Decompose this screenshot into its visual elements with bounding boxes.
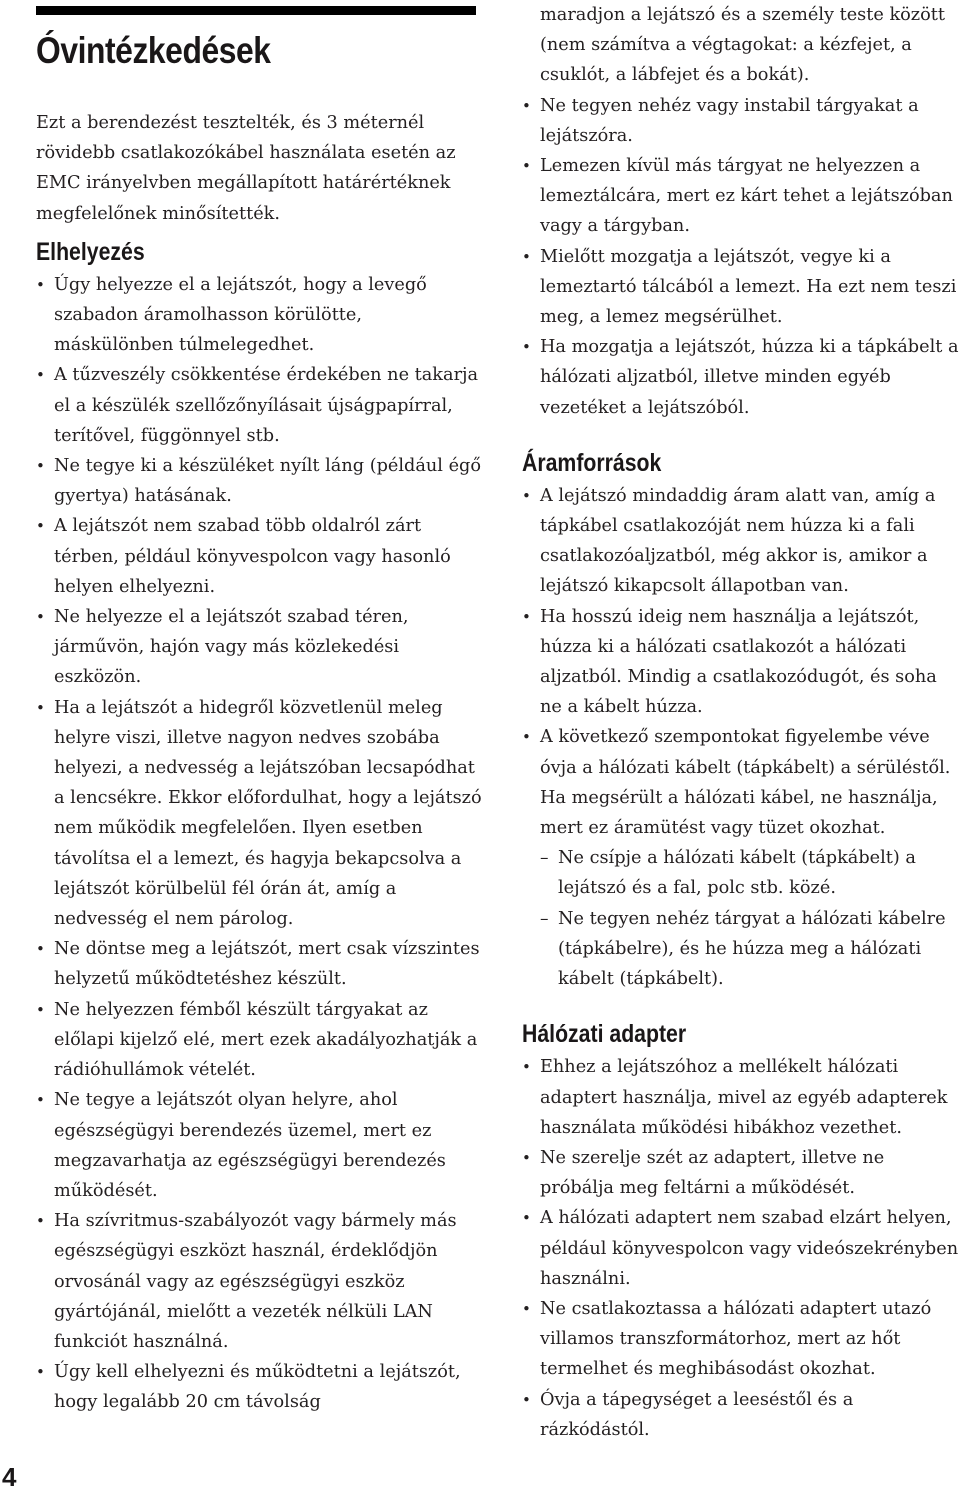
sub-list-item: – Ne csípje a hálózati kábelt (tápkábelt) a lejátszó és a fal, polc stb. közé. [540,843,960,903]
power-list [522,481,960,994]
list-item: • Ha a lejátszót a hidegről közvetlenül meleg helyre viszi, illetve nagyon nedves szobába helyezi, a nedvesség a lejátszóban lecsapódhat a lencsékre. Ekkor előfordulhat, hogy a lejátszó nem működik megfelelően. Ilyen esetben távolítsa el a lemezt, és hagyja bekapcsolva a lejátszót körülbelül fél órán át, amíg a nedvesség el nem párolog. [36,693,486,935]
power-sub-list [540,843,960,994]
list-item: • Ne tegyen nehéz vagy instabil tárgyakat a lejátszóra. [522,91,960,151]
list-item: • Ne csatlakoztassa a hálózati adaptert utazó villamos transzformátorhoz, mert az hőt termelhet és meghibásodást okozhat. [522,1294,960,1385]
list-item: • Ne szerelje szét az adaptert, illetve ne próbálja meg feltárni a működését. [522,1143,960,1203]
sub-list-item: – Ne tegyen nehéz tárgyat a hálózati kábelre (tápkábelre), és he húzza meg a hálózati kábelt (tápkábelt). [540,904,960,995]
header-rule [36,6,476,15]
right-column [522,0,960,1445]
placement-list [36,270,486,1418]
page-number: 4 [2,1462,17,1492]
list-item: • A hálózati adaptert nem szabad elzárt helyen, például könyvespolcon vagy videószekrényben használni. [522,1203,960,1294]
section-heading-placement: Elhelyezés [36,237,145,266]
list-item: • Ne döntse meg a lejátszót, mert csak vízszintes helyzetű működtetéshez készült. [36,934,486,994]
list-item: • Ne tegye a lejátszót olyan helyre, ahol egészségügyi berendezés üzemel, mert ez megzavarhatja az egészségügyi berendezés működését. [36,1085,486,1206]
list-item: • Ne helyezze el a lejátszót szabad téren, járművön, hajón vagy más közlekedési eszközön. [36,602,486,693]
section-heading-power: Áramforrások [522,448,662,477]
list-item: • Úgy helyezze el a lejátszót, hogy a levegő szabadon áramolhasson körülötte, máskülönben túlmelegedhet. [36,270,486,361]
list-item: • Úgy kell elhelyezni és működtetni a lejátszót, hogy legalább 20 cm távolság [36,1357,486,1417]
list-item: • Ha szívritmus-szabályozót vagy bármely más egészségügyi eszközt használ, érdeklődjön orvosánál vagy az egészségügyi eszköz gyártójánál, mielőtt a vezeték nélküli LAN funkciót használná. [36,1206,486,1357]
left-column [36,108,486,1418]
list-item: • A lejátszót nem szabad több oldalról zárt térben, például könyvespolcon vagy hasonló helyen elhelyezni. [36,511,486,602]
list-item: • Ne helyezzen fémből készült tárgyakat az előlapi kijelző elé, mert ezek akadályozhatják a rádióhullámok vételét. [36,995,486,1086]
list-item-text: A következő szempontokat figyelembe véve óvja a hálózati kábelt (tápkábelt) a sérüléstől. Ha megsérült a hálózati kábel, ne használja, mert ez áramütést vagy tüzet okozhat. [540,727,951,839]
list-item: • Ha mozgatja a lejátszót, húzza ki a tápkábelt a hálózati aljzatból, illetve minden egyéb vezetéket a lejátszóból. [522,332,960,423]
page-title: Óvintézkedések [36,30,271,71]
list-item: • Mielőtt mozgatja a lejátszót, vegye ki a lemeztartó tálcából a lemezt. Ha ezt nem teszi meg, a lemez megsérülhet. [522,242,960,333]
list-item: • Óvja a tápegységet a leeséstől és a rázkódástól. [522,1385,960,1445]
list-item: • Ha hosszú ideig nem használja a lejátszót, húzza ki a hálózati csatlakozót a hálózati aljzatból. Mindig a csatlakozódugót, és soha ne a kábelt húzza. [522,602,960,723]
adapter-list [522,1052,960,1445]
list-item: • Ehhez a lejátszóhoz a mellékelt hálózati adaptert használja, mivel az egyéb adapterek használata működési hibákhoz vezethet. [522,1052,960,1143]
list-item: • A lejátszó mindaddig áram alatt van, amíg a tápkábel csatlakozóját nem húzza ki a fali csatlakozóaljzatból, még akkor is, amikor a lejátszó kikapcsolt állapotban van. [522,481,960,602]
placement-list-continued [522,91,960,423]
list-item [522,722,960,994]
list-item: • A tűzveszély csökkentése érdekében ne takarja el a készülék szellőzőnyílásait újságpapírral, terítővel, függönnyel stb. [36,360,486,451]
continued-paragraph: maradjon a lejátszó és a személy teste között (nem számítva a végtagokat: a kézfejet, a csuklót, a lábfejet és a bokát). [540,5,945,86]
intro-paragraph: Ezt a berendezést tesztelték, és 3 méternél rövidebb csatlakozókábel használata esetén az EMC irányelvben megállapított határértéknek megfelelőnek minősítették. [36,113,456,224]
section-heading-adapter: Hálózati adapter [522,1020,687,1049]
list-item: • Lemezen kívül más tárgyat ne helyezzen a lemeztálcára, mert ez kárt tehet a lejátszóban vagy a tárgyban. [522,151,960,242]
list-item: • Ne tegye ki a készüléket nyílt láng (például égő gyertya) hatásának. [36,451,486,511]
